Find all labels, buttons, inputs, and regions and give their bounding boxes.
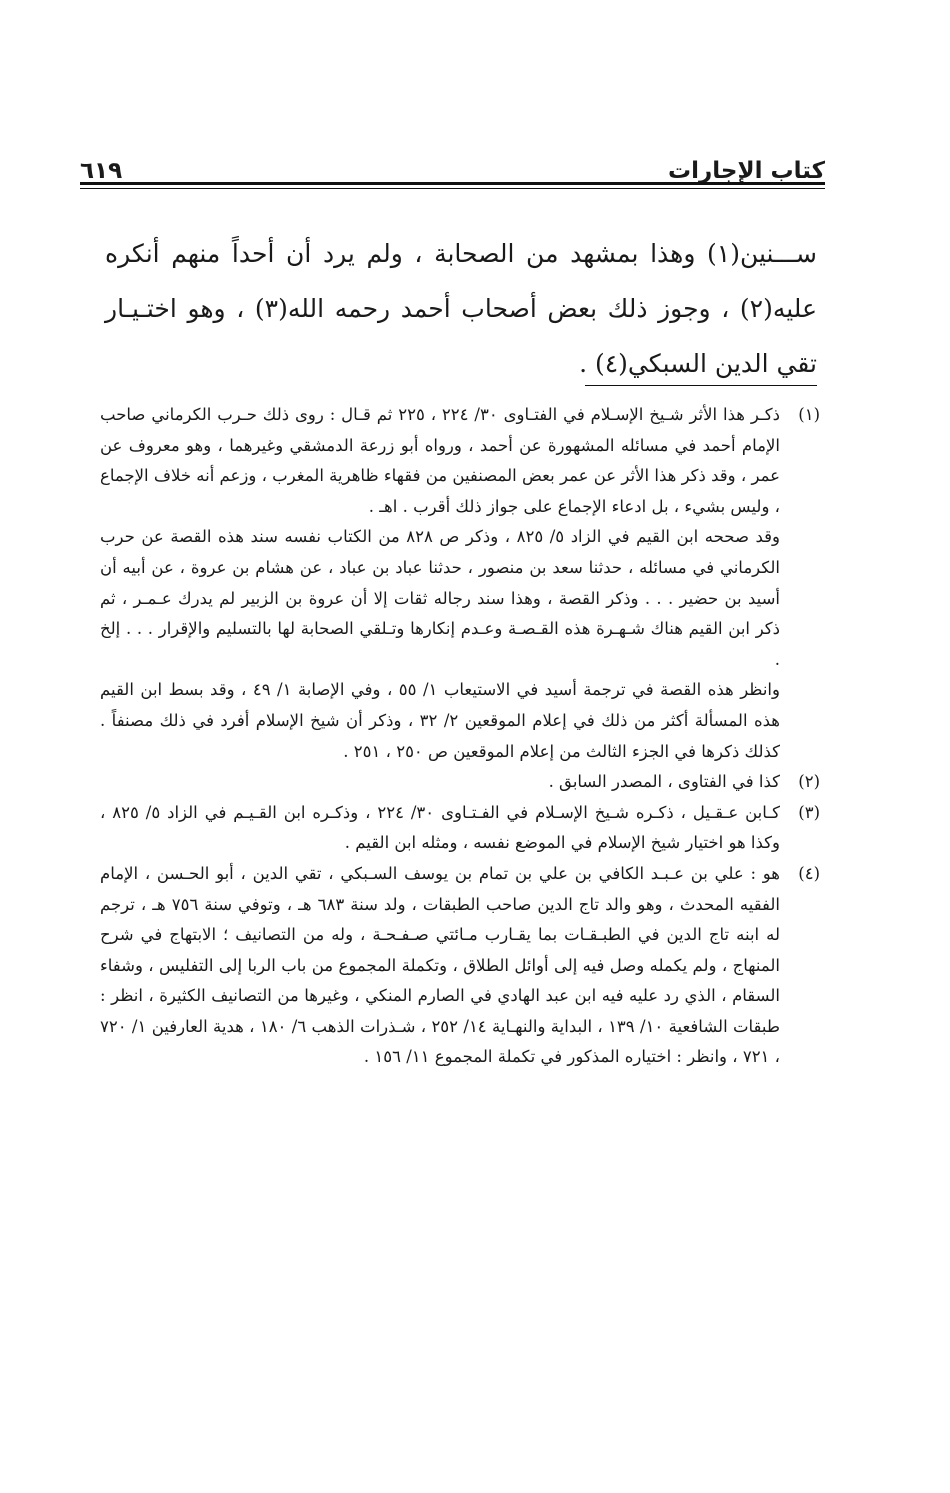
- chapter-title: كتاب الإجارات: [668, 158, 825, 184]
- footnote-paragraph: وقد صححه ابن القيم في الزاد ٥/ ٨٢٥ ، وذكر ص ٨٢٨ من الكتاب نفسه سند هذه القصة عن حرب الكرماني في مسائله ، حدثنا سعد بن منصور ، حدثنا عباد بن عباد ، عن هشام بن عروة ، عن أبيه أن أسيد بن حضير . . . وذكر القصة ، وهذا سند رجاله ثقات إلا أن عروة بن الزبير لم يدرك عـمـر ، ثم ذكر ابن القيم هناك شـهـرة هذه القـصـة وعـدم إنكارها وتـلقي الصحابة لها بالتسليم والإقرار . . . إلخ .: [100, 527, 781, 669]
- footnote-number: (٤): [798, 863, 820, 883]
- footnote-paragraph: كذا في الفتاوى ، المصدر السابق .: [548, 772, 780, 792]
- footnote-3: [100, 798, 820, 859]
- footnote-number: (٢): [798, 772, 820, 792]
- footnote-paragraph: كـابن عـقـيل ، ذكـره شـيخ الإسـلام في الفـتـاوى ٣٠/ ٢٢٤ ، وذكـره ابن القـيـم في الزاد ٥/ ٨٢٥ ، وكذا هو اختيار شيخ الإسلام في الموضع نفسه ، ومثله ابن القيم .: [100, 802, 780, 853]
- main-text: [105, 226, 817, 391]
- footnote-paragraph: وانظر هذه القصة في ترجمة أسيد في الاستيعاب ١/ ٥٥ ، وفي الإصابة ١/ ٤٩ ، وقد بسط ابن القيم هذه المسألة أكثر من ذلك في إعلام الموقعين ٢/ ٣٢ ، وذكر أن شيخ الإسلام أفرد في ذلك مصنفاً . كذلك ذكرها في الجزء الثالث من إعلام الموقعين ص ٢٥٠ ، ٢٥١ .: [100, 680, 780, 761]
- footnote-body: [100, 798, 780, 859]
- header-rule-thick: [80, 182, 825, 185]
- footnote-body: [100, 859, 780, 1073]
- footnote-1: [100, 400, 820, 767]
- running-header: [80, 140, 825, 184]
- footnote-2: [100, 767, 820, 798]
- header-rule-thin: [80, 188, 825, 189]
- footnote-paragraph: ذكـر هذا الأثر شـيخ الإسـلام في الفتـاوى ٣٠/ ٢٢٤ ، ٢٢٥ ثم قـال : روى ذلك حـرب الكرماني صاحب الإمام أحمد في مسائله المشهورة عن أحمد ، ورواه أبو زرعة الدمشقي وغيرهما ، وهو معروف عن عمر ، وقد ذكر هذا الأثر عن عمر بعض المصنفين من فقهاء ظاهرية المغرب ، وزعم أنه خلاف الإجماع ، وليس بشيء ، بل ادعاء الإجماع على جواز ذلك أقرب . اهـ .: [100, 405, 780, 516]
- footnotes: [100, 400, 820, 1073]
- footnote-number: (١): [798, 405, 820, 424]
- footnote-body: [100, 400, 780, 767]
- footnote-paragraph: هو : علي بن عـبـد الكافي بن علي بن تمام بن يوسف السـبكي ، تقي الدين ، أبو الحـسن ، الإمام الفقيه المحدث ، وهو والد تاج الدين صاحب الطبقات ، ولد سنة ٦٨٣ هـ ، وتوفي سنة ٧٥٦ هـ ، ترجم له ابنه تاج الدين في الطبـقـات بما يقـارب مـائتي صـفـحـة ، وله من التصانيف ؛ الابتهاج في شرح المنهاج ، ولم يكمله وصل فيه إلى أوائل الطلاق ، وتكملة المجموع من باب الربا إلى التفليس ، وشفاء السقام ، الذي رد عليه فيه ابن عبد الهادي في الصارم المنكي ، وغيرها من التصانيف الكثيرة ، انظر : طبقات الشافعية ١٠/ ١٣٩ ، البداية والنهـاية ١٤/ ٢٥٢ ، شـذرات الذهب ٦/ ١٨٠ ، هدية العارفين ١/ ٧٢٠ ، ٧٢١ ، وانظر : اختياره المذكور في تكملة المجموع ١١/ ١٥٦ .: [100, 863, 781, 1067]
- page-number: ٦١٩: [80, 158, 123, 184]
- footnote-body: [100, 767, 780, 798]
- main-paragraph: ســـنين(١) وهذا بمشهد من الصحابة ، ولم يرد أن أحداً منهم أنكره عليه(٢) ، وجوز ذلك بعض أصحاب أحمد رحمه الله(٣) ، وهو اختـيـار تقي الدين السبكي(٤) .: [105, 239, 817, 378]
- footnote-number: (٣): [798, 802, 820, 822]
- footnote-separator: [585, 385, 817, 386]
- footnote-4: [100, 859, 820, 1073]
